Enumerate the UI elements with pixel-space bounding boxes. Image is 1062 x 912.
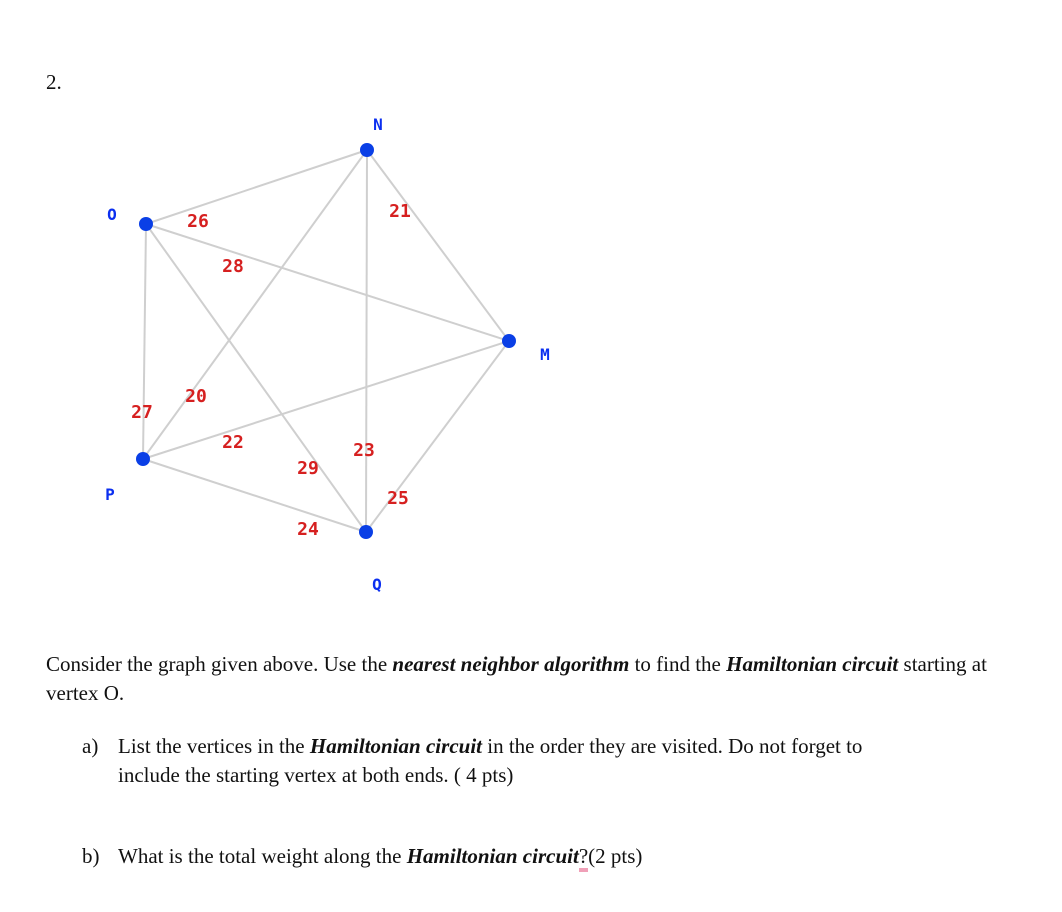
weight-o-p: 27 <box>131 402 153 423</box>
weight-p-m: 22 <box>222 432 244 453</box>
edge-p-q <box>143 459 366 532</box>
part-a-text-1: List the vertices in the <box>118 734 310 758</box>
vertex-labels <box>105 115 550 594</box>
vertex-label-n: N <box>373 115 383 134</box>
weight-m-q: 25 <box>387 488 409 509</box>
vertex-o <box>139 217 153 231</box>
vertex-label-p: P <box>105 485 115 504</box>
problem-statement <box>46 650 1006 708</box>
weight-n-q: 23 <box>353 440 375 461</box>
question-number: 2. <box>46 70 62 94</box>
part-a-text-3: include the starting vertex at both ends. ( 4 pts) <box>118 763 514 787</box>
vertex-label-q: Q <box>372 575 382 594</box>
part-b-marker: b) <box>82 844 100 868</box>
weight-p-q: 24 <box>297 519 319 540</box>
part-b-question-mark: ? <box>579 844 588 872</box>
statement-emphasis-2: Hamiltonian circuit <box>726 652 899 676</box>
weight-o-q: 29 <box>297 458 319 479</box>
part-a-marker: a) <box>82 734 99 758</box>
edge-o-n <box>146 150 367 224</box>
edge-o-m <box>146 224 509 341</box>
part-b-emphasis: Hamiltonian circuit <box>406 844 579 868</box>
edge-weights <box>131 201 411 540</box>
vertex-p <box>136 452 150 466</box>
graph-vertices <box>136 143 516 539</box>
part-a-emphasis: Hamiltonian circuit <box>309 734 482 758</box>
weight-o-n: 26 <box>187 211 209 232</box>
edge-n-m <box>367 150 509 341</box>
edge-n-q <box>366 150 367 532</box>
vertex-n <box>360 143 374 157</box>
part-b-text-1: What is the total weight along the <box>118 844 407 868</box>
edge-n-p <box>143 150 367 459</box>
statement-text-1: Consider the graph given above. Use the <box>46 652 393 676</box>
vertex-label-o: O <box>107 205 117 224</box>
vertex-m <box>502 334 516 348</box>
part-a <box>82 732 1012 790</box>
vertex-label-m: M <box>540 345 550 364</box>
part-a-text-2: in the order they are visited. Do not forget to <box>482 734 863 758</box>
statement-text-3: starting at vertex O. <box>46 652 987 705</box>
edge-o-q <box>146 224 366 532</box>
weight-o-m: 28 <box>222 256 244 277</box>
part-b <box>82 842 1012 871</box>
graph-edges <box>143 150 509 532</box>
weight-n-p: 20 <box>185 386 207 407</box>
vertex-q <box>359 525 373 539</box>
statement-text-2: to find the <box>629 652 727 676</box>
edge-o-p <box>143 224 146 459</box>
weight-n-m: 21 <box>389 201 411 222</box>
part-b-text-2: (2 pts) <box>588 844 643 868</box>
statement-emphasis-1: nearest neighbor algorithm <box>392 652 630 676</box>
